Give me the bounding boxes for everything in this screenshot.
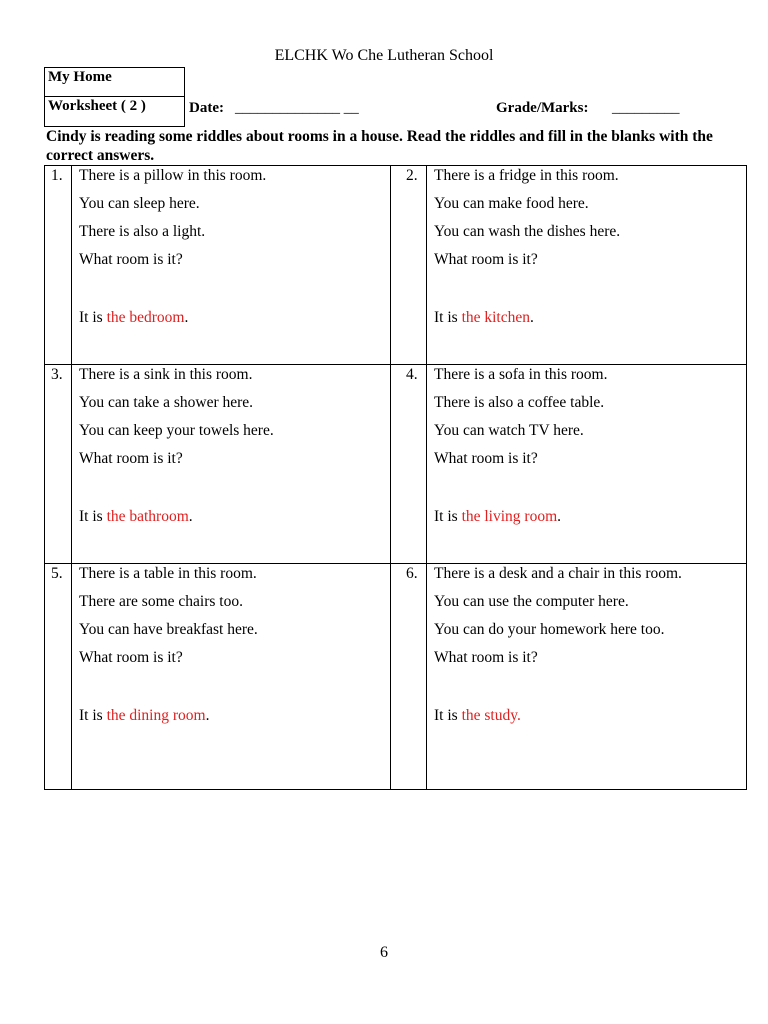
riddle-number: 2. — [406, 167, 418, 184]
answer-suffix: . — [557, 508, 562, 525]
answer-prefix: It is — [434, 508, 462, 525]
riddle-line: There is also a coffee table. — [434, 394, 605, 411]
answer-suffix: . — [530, 309, 534, 326]
riddle-line: What room is it? — [434, 251, 538, 268]
riddle-line: There is also a light. — [79, 223, 206, 240]
riddle-line: You can take a shower here. — [79, 394, 254, 411]
riddle-line: You can keep your towels here. — [79, 422, 274, 439]
grade-label: Grade/Marks: — [496, 100, 589, 116]
date-field[interactable]: ______________ __ — [235, 100, 359, 116]
riddle-line: There is a fridge in this room. — [434, 167, 619, 184]
riddle-line: There is a sofa in this room. — [434, 366, 608, 383]
riddle-number: 1. — [51, 167, 63, 184]
answer-text[interactable]: the dining room — [106, 707, 206, 724]
riddle-line: There is a desk and a chair in this room. — [434, 565, 682, 582]
date-label: Date: — [189, 100, 224, 116]
riddle-line: What room is it? — [434, 450, 538, 467]
riddle-number: 3. — [51, 366, 63, 383]
answer-suffix: . — [188, 508, 193, 525]
answer-line — [434, 508, 561, 526]
answer-line — [434, 707, 521, 725]
grid-divider — [71, 166, 72, 789]
riddle-line: There is a pillow in this room. — [79, 167, 267, 184]
answer-line — [79, 508, 193, 526]
riddle-line: What room is it? — [79, 251, 183, 268]
riddle-grid — [44, 165, 747, 790]
grid-divider — [45, 563, 746, 564]
grade-field[interactable]: _________ — [612, 100, 680, 116]
answer-prefix: It is — [79, 309, 107, 326]
riddle-line: You can have breakfast here. — [79, 621, 258, 638]
riddle-line: What room is it? — [79, 649, 183, 666]
answer-prefix: It is — [434, 707, 462, 724]
grid-divider — [45, 364, 746, 365]
answer-suffix: . — [184, 309, 189, 326]
answer-line — [79, 309, 188, 327]
worksheet-label: Worksheet ( 2 ) — [48, 98, 146, 114]
answer-prefix: It is — [79, 508, 107, 525]
answer-text[interactable]: the living room — [461, 508, 558, 525]
grid-divider — [426, 166, 427, 789]
answer-suffix: . — [205, 707, 210, 724]
riddle-line: You can sleep here. — [79, 195, 200, 212]
answer-line — [434, 309, 534, 327]
riddle-line: There is a sink in this room. — [79, 366, 253, 383]
school-name: ELCHK Wo Che Lutheran School — [274, 47, 494, 64]
riddle-line: You can make food here. — [434, 195, 589, 212]
riddle-line: What room is it? — [79, 450, 183, 467]
info-box — [44, 67, 185, 127]
riddle-line: You can watch TV here. — [434, 422, 584, 439]
answer-text[interactable]: the bedroom — [106, 309, 185, 326]
grid-divider — [390, 166, 391, 789]
topic-title: My Home — [45, 68, 184, 97]
riddle-line: What room is it? — [434, 649, 538, 666]
answer-text[interactable]: the bathroom — [106, 508, 189, 525]
answer-line — [79, 707, 209, 725]
answer-prefix: It is — [79, 707, 107, 724]
answer-prefix: It is — [434, 309, 462, 326]
answer-text[interactable]: the kitchen — [461, 309, 530, 326]
riddle-number: 4. — [406, 366, 418, 383]
instructions: Cindy is reading some riddles about rooms in a house. Read the riddles and fill in the blanks with the correct answers. — [46, 128, 713, 164]
riddle-number: 6. — [406, 565, 418, 582]
riddle-line: There are some chairs too. — [79, 593, 243, 610]
riddle-line: You can do your homework here too. — [434, 621, 665, 638]
riddle-line: You can wash the dishes here. — [434, 223, 621, 240]
page-number: 6 — [380, 944, 388, 961]
riddle-line: There is a table in this room. — [79, 565, 257, 582]
riddle-number: 5. — [51, 565, 63, 582]
answer-text[interactable]: the study. — [461, 707, 521, 724]
riddle-line: You can use the computer here. — [434, 593, 629, 610]
